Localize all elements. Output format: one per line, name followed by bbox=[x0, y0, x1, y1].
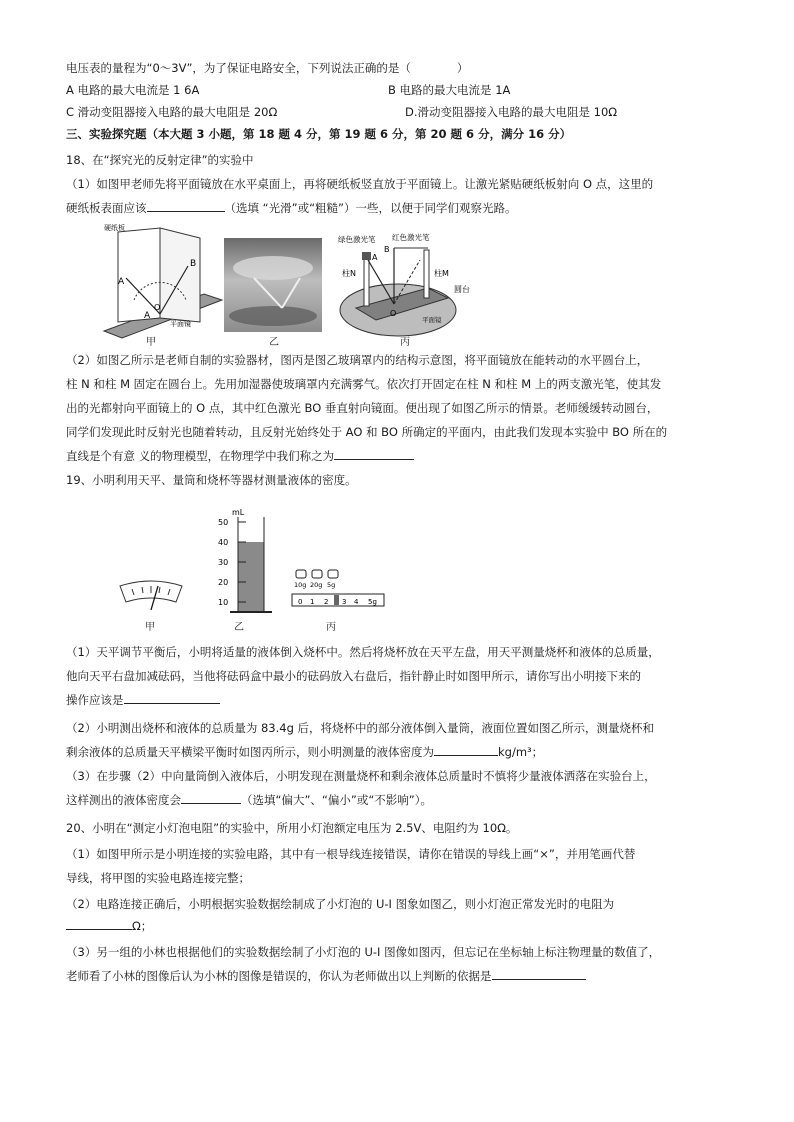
q19-figure-bing bbox=[290, 566, 386, 614]
label-a: A bbox=[372, 253, 378, 262]
q20-p2-line1: （2）电路连接正确后，小明根据实验数据绘制成了小灯泡的 U-I 图象如图乙，则小灯泡正常发光时的电阻为 bbox=[66, 897, 615, 911]
option-b: B 电路的最大电流是 1A bbox=[388, 83, 511, 97]
cardboard-right bbox=[160, 228, 200, 322]
label-a2: A bbox=[144, 311, 151, 321]
q18-p2-line3: 出的光都射向平面镜上的 O 点，其中红色激光 BO 垂直射向镜面。便出现了如图乙所示的情景。老师缓缓转动圆台， bbox=[66, 401, 659, 415]
q18-p1-line1: （1）如图甲老师先将平面镜放在水平桌面上，再将硬纸板竖直放于平面镜上。让激光紧贴硬纸板射向 O 点，这里的 bbox=[66, 177, 654, 191]
weight-10g bbox=[296, 570, 306, 578]
tick-label: 10 bbox=[218, 598, 229, 607]
q18-figure-bing bbox=[336, 230, 486, 340]
q18-p2-line4: 同学们发现此时反射光也随着转动，且反射光始终处于 AO 和 BO 所确定的平面内，由此我们发现本实验中 BO 所在的 bbox=[66, 425, 668, 439]
scale-label: 2 bbox=[324, 598, 329, 606]
q18-caption-jia: 甲 bbox=[146, 337, 156, 348]
q18-title: 18、在“探究光的反射定律”的实验中 bbox=[66, 153, 254, 167]
q19-p2-text-b: kg/m³； bbox=[498, 745, 544, 759]
label-o: O bbox=[390, 309, 397, 318]
label-stage: 圆台 bbox=[454, 285, 470, 294]
cylinder-unit: mL bbox=[232, 508, 245, 517]
q20-p3-text: 老师看了小林的图像后认为小林的图像是错误的，你认为老师做出以上判断的依据是 bbox=[66, 969, 492, 983]
q19-caption-jia: 甲 bbox=[145, 622, 155, 633]
q19-answer-blank-1[interactable] bbox=[124, 692, 220, 704]
glass-cover-base bbox=[229, 306, 317, 326]
weight-label: 20g bbox=[310, 581, 323, 589]
option-a: A 电路的最大电流是 1 6A bbox=[66, 83, 200, 97]
q19-caption-yi: 乙 bbox=[234, 622, 244, 633]
label-board: 硬纸板 bbox=[104, 224, 125, 232]
q20-answer-blank-1[interactable] bbox=[66, 918, 132, 930]
q18-p2-text: 直线是个有意 义的物理模型，在物理学中我们称之为 bbox=[66, 449, 335, 463]
post-m bbox=[424, 250, 429, 298]
weight-label: 10g bbox=[294, 581, 307, 589]
q20-title: 20、小明在“测定小灯泡电阻”的实验中，所用小灯泡额定电压为 2.5V、电阻约为 10Ω。 bbox=[66, 821, 518, 835]
q19-p3-text-b: （选填“偏大”、“偏小”或“不影响”）。 bbox=[241, 793, 432, 807]
tick-label: 40 bbox=[218, 538, 229, 547]
scale-label: 4 bbox=[354, 598, 359, 606]
q19-p3-text-a: 这样测出的液体密度会 bbox=[66, 793, 181, 807]
q18-answer-blank-1[interactable] bbox=[147, 200, 225, 212]
label-red: 红色激光笔 bbox=[392, 233, 430, 242]
q19-p2-text-a: 剩余液体的总质量天平横梁平衡时如图丙所示，则小明测量的液体密度为 bbox=[66, 745, 434, 759]
q18-p1-line2 bbox=[66, 200, 516, 216]
q19-figure-yi bbox=[212, 505, 272, 617]
label-mirror: 平面镜 bbox=[422, 316, 442, 324]
q20-p1-line1: （1）如图甲所示是小明连接的实验电路，其中有一根导线连接错误，请你在错误的导线上画“×”，并用笔画代替 bbox=[66, 847, 636, 861]
weight-label: 5g bbox=[327, 581, 336, 589]
green-laser-pen bbox=[362, 252, 371, 260]
q19-title: 19、小明利用天平、量筒和烧杯等器材测量液体的密度。 bbox=[66, 473, 357, 487]
q20-p3-line2 bbox=[66, 968, 586, 984]
q18-figure-yi bbox=[224, 238, 322, 332]
label-o: O bbox=[154, 303, 161, 312]
q18-caption-yi: 乙 bbox=[269, 337, 279, 348]
q19-p1-line3 bbox=[66, 692, 220, 708]
q20-p1-line2: 导线，将甲图的实验电路连接完整； bbox=[66, 871, 250, 885]
tick-label: 20 bbox=[218, 578, 229, 587]
label-a: A bbox=[118, 277, 125, 287]
scale-label: 0 bbox=[298, 598, 303, 606]
q18-answer-blank-2[interactable] bbox=[334, 448, 414, 460]
q19-p3-line1: （3）在步骤（2）中向量筒倒入液体后，小明发现在测量烧杯和剩余液体总质量时不慎将少量液体洒落在实验台上， bbox=[66, 769, 656, 783]
label-mirror: 平面镜 bbox=[170, 320, 191, 328]
q18-p2-line2: 柱 N 和柱 M 固定在圆台上。先用加湿器使玻璃罩内充满雾气。依次打开固定在柱 N 和柱 M 上的两支激光笔，使其发 bbox=[66, 377, 662, 391]
q19-p1-text: 操作应该是 bbox=[66, 693, 124, 707]
q18-figure-jia bbox=[96, 226, 226, 344]
q19-p3-line2 bbox=[66, 792, 432, 808]
q20-p2-unit: Ω； bbox=[132, 919, 153, 933]
q19-figure-jia bbox=[118, 580, 184, 614]
post-n bbox=[364, 256, 369, 306]
q18-caption-bing: 丙 bbox=[400, 337, 410, 348]
q19-caption-bing: 丙 bbox=[326, 622, 336, 633]
section-heading: 三、实验探究题（本大题 3 小题，第 18 题 4 分，第 19 题 6 分，第 20 题 6 分，满分 16 分） bbox=[66, 127, 572, 141]
scale-label: 3 bbox=[342, 598, 347, 606]
label-b: B bbox=[190, 259, 197, 269]
scale-label: 1 bbox=[310, 598, 315, 606]
tick-label: 50 bbox=[218, 518, 229, 527]
q18-p2-line1: （2）如图乙所示是老师自制的实验器材，图丙是图乙玻璃罩内的结构示意图，将平面镜放在能转动的水平圆台上， bbox=[66, 353, 649, 367]
rider bbox=[334, 595, 339, 605]
q19-answer-blank-3[interactable] bbox=[181, 792, 241, 804]
q19-p2-line2 bbox=[66, 744, 543, 760]
q18-p2-line5 bbox=[66, 448, 414, 464]
q20-answer-blank-2[interactable] bbox=[492, 968, 586, 980]
question-stem: 电压表的量程为“0～3V”，为了保证电路安全，下列说法正确的是（ ） bbox=[66, 61, 469, 75]
q20-p2-line2 bbox=[66, 918, 152, 934]
weight-20g bbox=[312, 570, 322, 578]
tick-label: 30 bbox=[218, 558, 229, 567]
label-m: 柱M bbox=[434, 269, 449, 278]
scale-label: 5g bbox=[368, 598, 377, 606]
glass-cover-top bbox=[233, 256, 313, 280]
option-c: C 滑动变阻器接入电路的最大电阻是 20Ω bbox=[66, 105, 278, 119]
q19-p1-line2: 他向天平右盘加减砝码，当他将砝码盒中最小的砝码放入右盘后，指针静止时如图甲所示，请你写出小明接下来的 bbox=[66, 669, 641, 683]
weight-5g bbox=[328, 570, 338, 578]
q18-p1-text-a: 硬纸板表面应该 bbox=[66, 201, 147, 215]
q19-p2-line1: （2）小明测出烧杯和液体的总质量为 83.4g 后，将烧杯中的部分液体倒入量筒，液面位置如图乙所示，测量烧杯和 bbox=[66, 721, 655, 735]
label-green: 绿色激光笔 bbox=[338, 235, 376, 244]
q20-p3-line1: （3）另一组的小林也根据他们的实验数据绘制了小灯泡的 U-I 图像如图丙，但忘记在坐标轴上标注物理量的数值了， bbox=[66, 945, 661, 959]
label-b: B bbox=[384, 245, 390, 254]
label-n: 柱N bbox=[342, 269, 356, 278]
q19-answer-blank-2[interactable] bbox=[434, 744, 498, 756]
option-d: D.滑动变阻器接入电路的最大电阻是 10Ω bbox=[405, 105, 618, 119]
q18-p1-text-b: （选填 “光滑”或“粗糙”）一些，以便于同学们观察光路。 bbox=[224, 201, 517, 215]
q19-p1-line1: （1）天平调节平衡后，小明将适量的液体倒入烧杯中。然后将烧杯放在天平左盘，用天平测量烧杯和液体的总质量， bbox=[66, 645, 660, 659]
